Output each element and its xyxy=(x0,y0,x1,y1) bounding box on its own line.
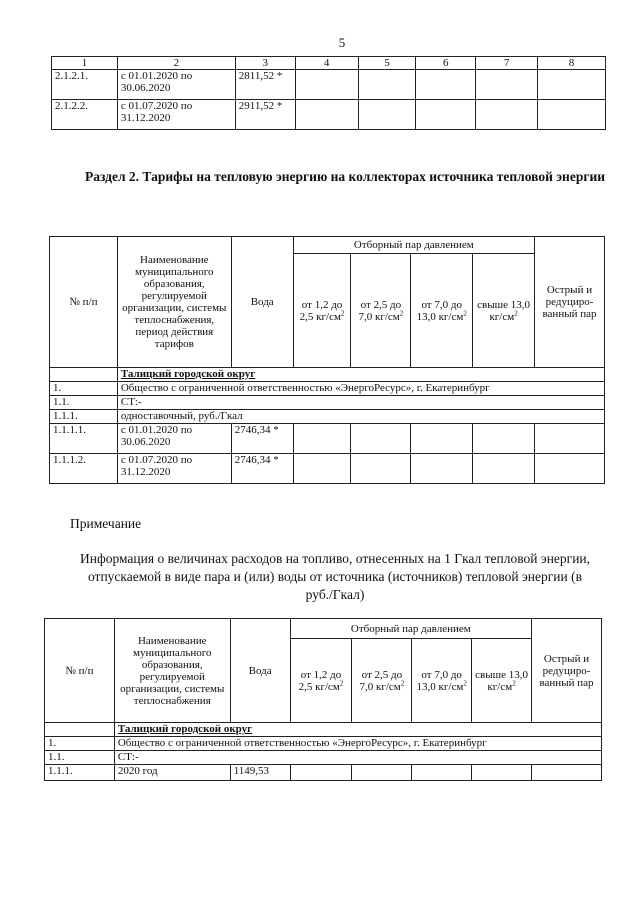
header-pressure-3: от 7,0 до 13,0 $кг/см^2$ xyxy=(412,639,472,723)
col-num: 8 xyxy=(538,57,606,70)
row-water-value: 2746,34 * xyxy=(231,424,293,454)
row-number: 1.1. xyxy=(45,751,115,765)
row-number: 1.1.1. xyxy=(45,765,115,781)
table-row xyxy=(52,100,606,130)
header-pressure-4: свыше 13,0 $кг/см^2$ xyxy=(472,639,532,723)
header-num: № п/п xyxy=(45,619,115,723)
fuel-cost-table xyxy=(44,618,602,781)
system-name: СТ:- xyxy=(114,751,601,765)
col-num: 1 xyxy=(52,57,118,70)
organization-name: Общество с ограниченной ответственностью «ЭнергоРесурс», г. Екатеринбург xyxy=(114,737,601,751)
column-number-row xyxy=(52,57,606,70)
okrug-name: Талицкий городской округ xyxy=(117,368,604,382)
header-pressure-2: от 2,5 до 7,0 $кг/см^2$ xyxy=(351,254,411,368)
page-number: 5 xyxy=(338,35,346,50)
fuel-cost-info: Информация о величинах расходов на топливо, отнесенных на 1 Гкал тепловой энергии, отпускаемой в виде пара и (или) воды от источника (источников) тепловой энергии (в руб./Гкал) xyxy=(79,551,591,602)
table-row xyxy=(50,424,605,454)
header-water: Вода xyxy=(230,619,290,723)
section-2-title: Раздел 2. Тарифы на тепловую энергию на коллекторах источника тепловой энергии xyxy=(84,169,606,184)
okrug-name: Талицкий городской округ xyxy=(114,723,601,737)
row-period: с 01.07.2020 по 31.12.2020 xyxy=(117,100,235,130)
row-year: 2020 год xyxy=(114,765,230,781)
table-row xyxy=(52,70,606,100)
row-period: с 01.01.2020 по 30.06.2020 xyxy=(117,70,235,100)
col-num: 5 xyxy=(358,57,416,70)
row-water-value: 2911,52 * xyxy=(235,100,295,130)
organization-name: Общество с ограниченной ответственностью «ЭнергоРесурс», г. Екатеринбург xyxy=(117,382,604,396)
col-num: 4 xyxy=(295,57,358,70)
row-water-value: 1149,53 xyxy=(230,765,290,781)
row-number: 1. xyxy=(45,737,115,751)
row-number: 1.1.1. xyxy=(50,410,118,424)
col-num: 3 xyxy=(235,57,295,70)
tariff-type: одноставочный, руб./Гкал xyxy=(117,410,604,424)
row-number: 1.1. xyxy=(50,396,118,410)
header-steam: Отборный пар давлением xyxy=(290,619,531,639)
row-number: 1. xyxy=(50,382,118,396)
header-pressure-1: от 1,2 до 2,5 $кг/см^2$ xyxy=(290,639,352,723)
row-water-value: 2811,52 * xyxy=(235,70,295,100)
table-row xyxy=(45,765,602,781)
tariff-table xyxy=(49,236,605,484)
header-pressure-2: от 2,5 до 7,0 $кг/см^2$ xyxy=(352,639,412,723)
col-num: 7 xyxy=(476,57,538,70)
row-number: 2.1.2.2. xyxy=(52,100,118,130)
row-period: с 01.07.2020 по 31.12.2020 xyxy=(117,454,231,484)
row-number: 2.1.2.1. xyxy=(52,70,118,100)
note-title: Примечание xyxy=(70,516,142,531)
header-sharp-steam: Острый и редуциро-ванный пар xyxy=(532,619,602,723)
header-sharp-steam: Острый и редуциро-ванный пар xyxy=(535,237,605,368)
col-num: 6 xyxy=(416,57,476,70)
row-water-value: 2746,34 * xyxy=(231,454,293,484)
header-water: Вода xyxy=(231,237,293,368)
header-name: Наименование муниципального образования, регулируемой организации, системы теплоснабжения, период действия тарифов xyxy=(117,237,231,368)
row-number: 1.1.1.2. xyxy=(50,454,118,484)
header-num: № п/п xyxy=(50,237,118,368)
row-period: с 01.01.2020 по 30.06.2020 xyxy=(117,424,231,454)
row-number: 1.1.1.1. xyxy=(50,424,118,454)
system-name: СТ:- xyxy=(117,396,604,410)
header-pressure-1: от 1,2 до 2,5 $кг/см^2$ xyxy=(293,254,351,368)
header-pressure-3: от 7,0 до 13,0 $кг/см^2$ xyxy=(411,254,473,368)
header-name: Наименование муниципального образования, регулируемой организации, системы теплоснабжения xyxy=(114,619,230,723)
table-continuation xyxy=(51,56,606,130)
table-row xyxy=(50,454,605,484)
header-steam: Отборный пар давлением xyxy=(293,237,534,254)
header-pressure-4: свыше 13,0 $кг/см^2$ xyxy=(473,254,535,368)
col-num: 2 xyxy=(117,57,235,70)
